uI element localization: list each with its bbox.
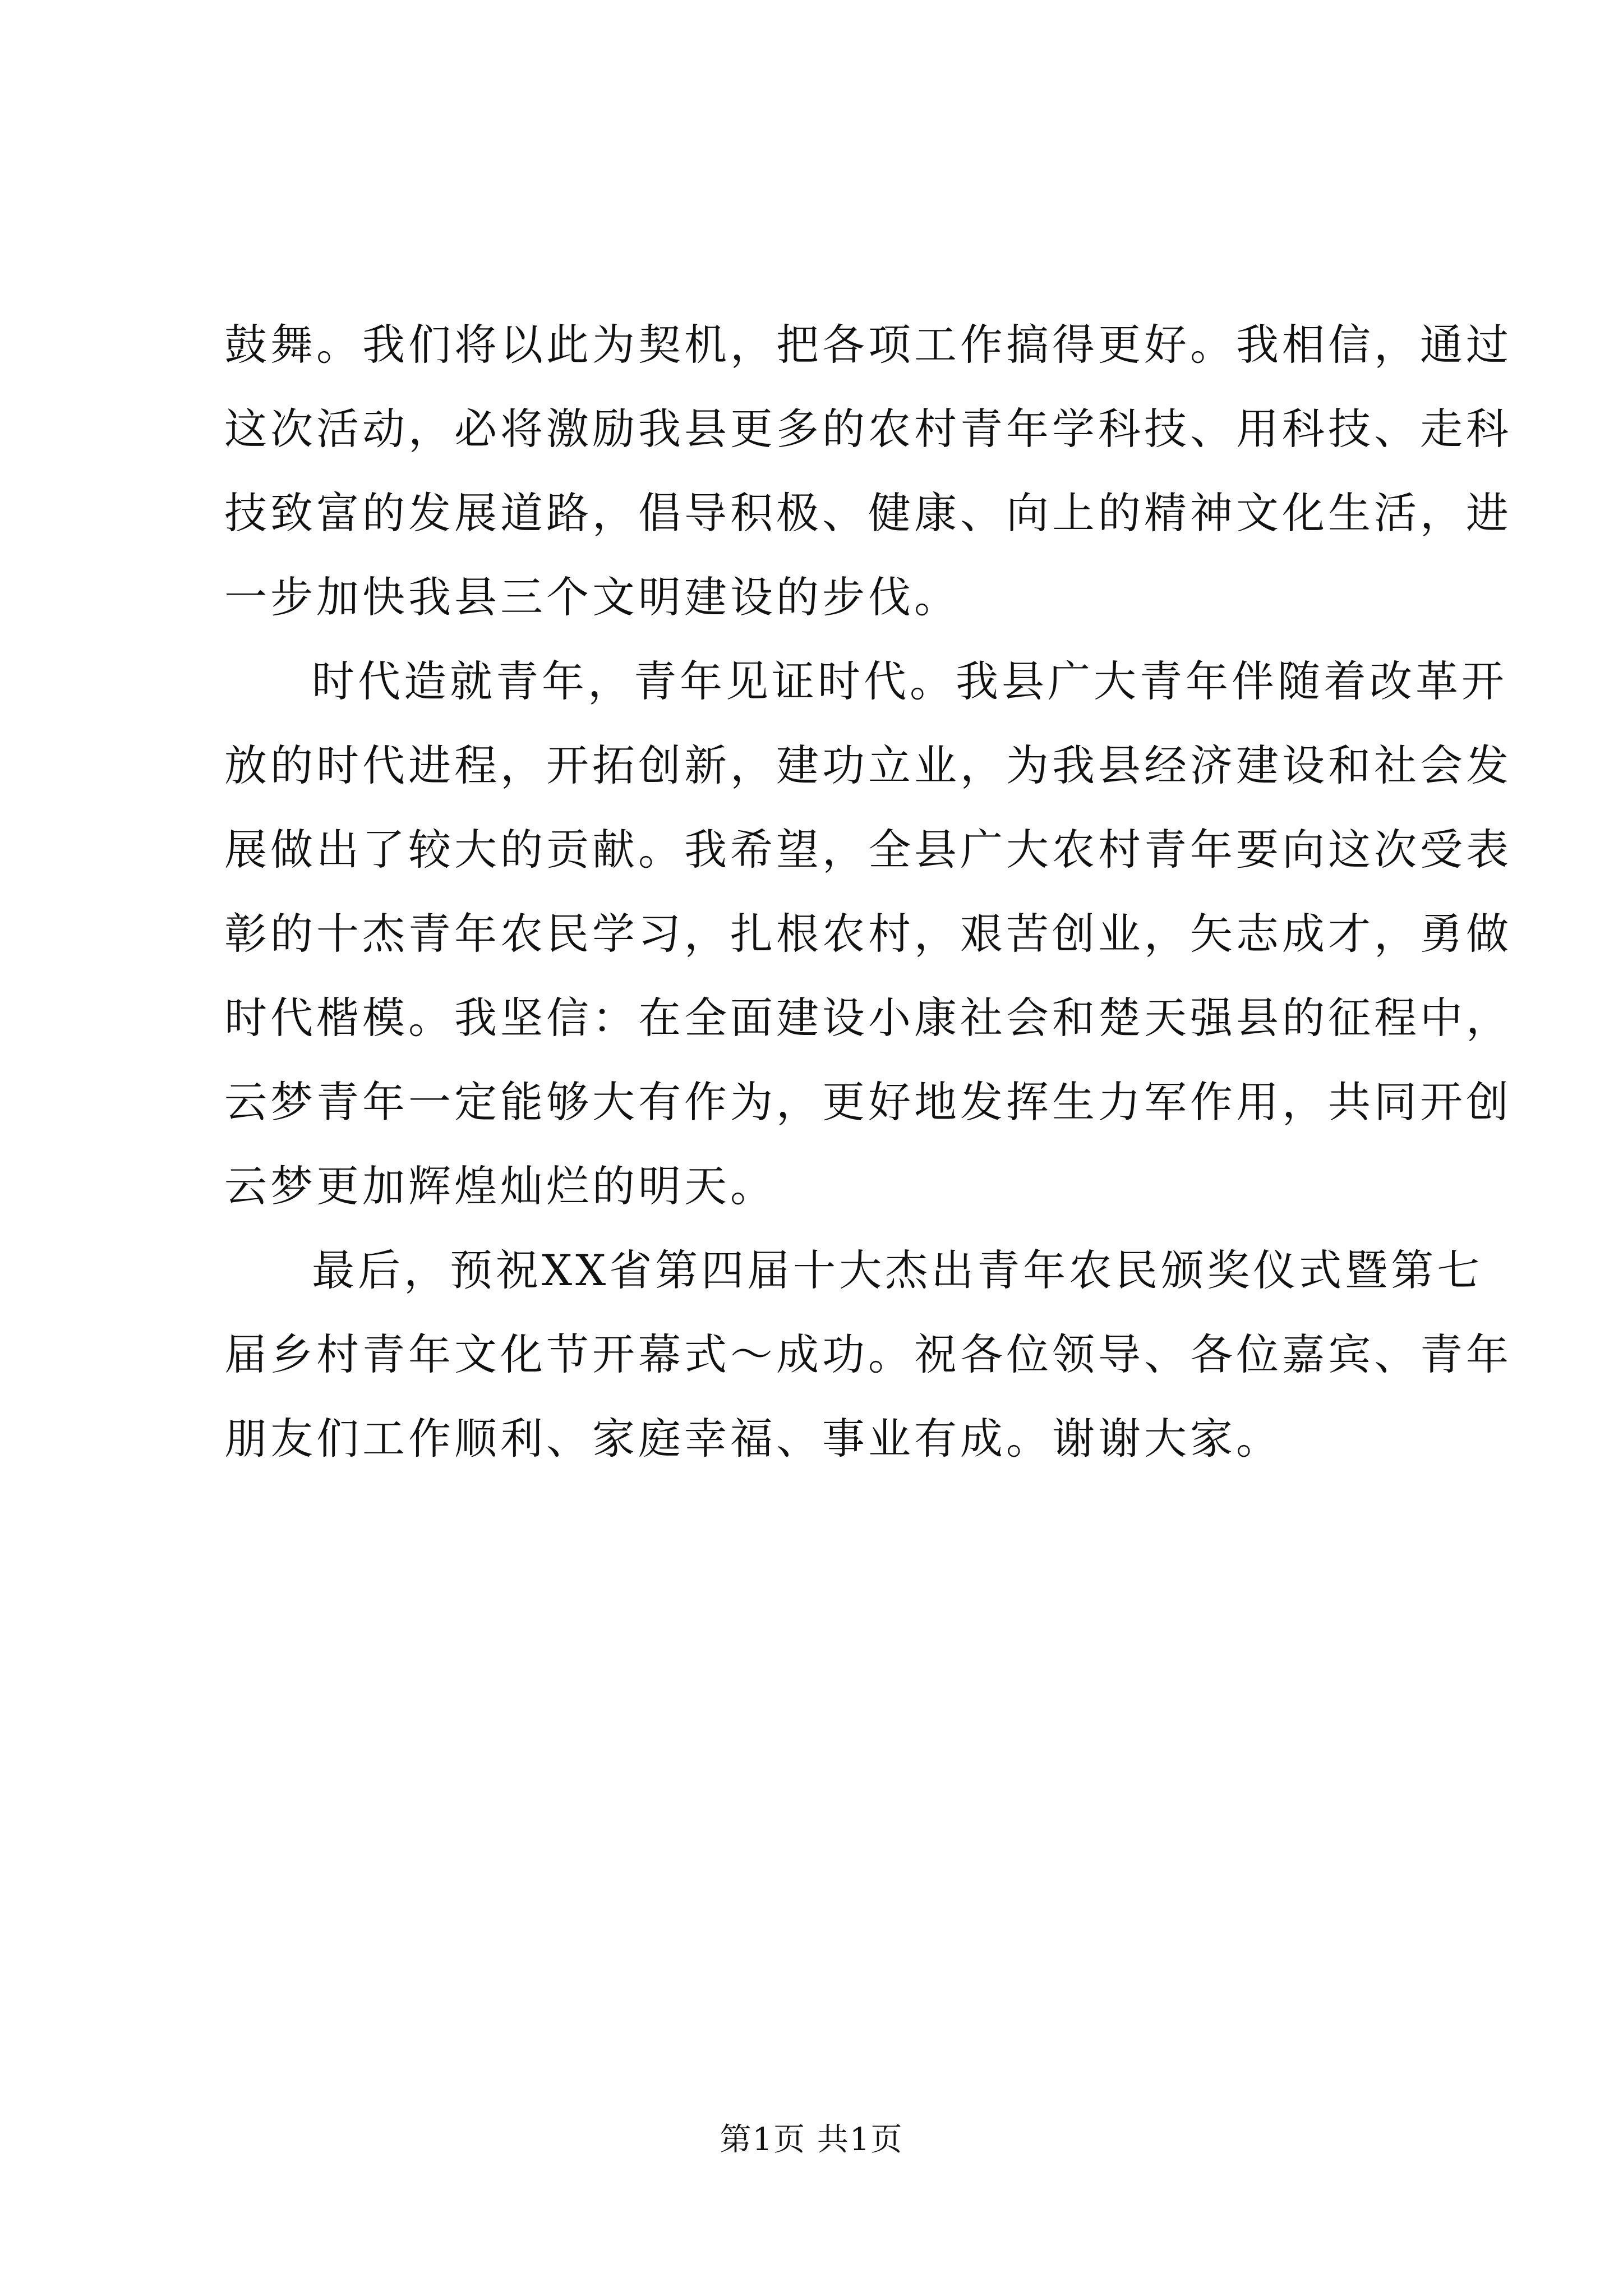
text-line: 云梦更加辉煌灿烂的明天。	[224, 1161, 776, 1211]
text-line: 彰的十杰青年农民学习，扎根农村，艰苦创业，矢志成才，勇做	[224, 909, 1512, 959]
text-line: 最后，预祝XX省第四届十大杰出青年农民颁奖仪式暨第七	[312, 1245, 1483, 1295]
text-line: 这次活动，必将激励我县更多的农村青年学科技、用科技、走科	[224, 404, 1512, 454]
text-line: 技致富的发展道路，倡导积极、健康、向上的精神文化生活，进	[224, 488, 1512, 538]
document-body	[224, 303, 1512, 1481]
text-line: 展做出了较大的贡献。我希望，全县广大农村青年要向这次受表	[224, 825, 1512, 875]
text-line: 时代造就青年，青年见证时代。我县广大青年伴随着改革开	[312, 656, 1507, 706]
text-line: 时代楷模。我坚信：在全面建设小康社会和楚天强县的征程中，	[224, 993, 1512, 1043]
paragraph-3	[224, 1228, 1512, 1481]
text-line: 鼓舞。我们将以此为契机，把各项工作搞得更好。我相信，通过	[224, 320, 1512, 370]
text-line: 朋友们工作顺利、家庭幸福、事业有成。谢谢大家。	[224, 1414, 1282, 1464]
text-line: 云梦青年一定能够大有作为，更好地发挥生力军作用，共同开创	[224, 1077, 1512, 1127]
paragraph-1	[224, 303, 1512, 639]
page-footer: 第1页 共1页	[720, 2122, 903, 2158]
text-line: 放的时代进程，开拓创新，建功立业，为我县经济建设和社会发	[224, 740, 1512, 790]
text-line: 届乡村青年文化节开幕式～成功。祝各位领导、各位嘉宾、青年	[224, 1329, 1512, 1379]
text-line: 一步加快我县三个文明建设的步伐。	[224, 572, 960, 622]
paragraph-2	[224, 639, 1512, 1228]
